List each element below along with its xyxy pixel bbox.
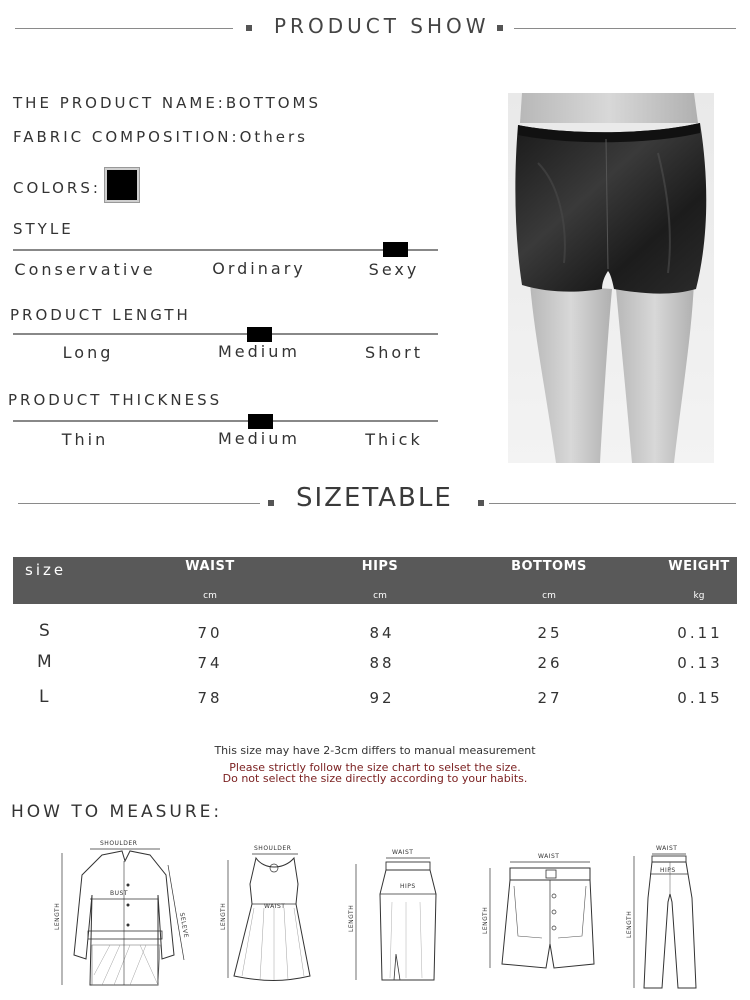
product-name-label: THE PRODUCT NAME:: [13, 94, 226, 112]
size-column-header: size: [25, 561, 67, 579]
thickness-option-thick: Thick: [365, 430, 423, 449]
length-option-short: Short: [365, 343, 423, 362]
pants-length-label: LENGTH: [626, 910, 633, 938]
thickness-selected-marker: [248, 414, 273, 429]
table-cell-weight: 0.11: [677, 624, 723, 642]
fabric-label: FABRIC COMPOSITION:: [13, 128, 240, 146]
hips-column-header: HIPS: [361, 559, 399, 574]
length-option-medium: Medium: [218, 342, 300, 361]
table-row-size: M: [37, 652, 52, 672]
table-cell-bottoms: 25: [537, 624, 563, 642]
fabric-value: Others: [239, 128, 308, 146]
table-cell-weight: 0.13: [677, 654, 723, 672]
dress-waist-label: WAIST: [264, 903, 286, 910]
length-selected-marker: [247, 327, 272, 342]
header-square-left: [246, 25, 252, 31]
header-rule-left: [15, 28, 233, 29]
skirt-length-label: LENGTH: [348, 904, 355, 932]
table-cell-hips: 84: [369, 624, 395, 642]
size-warning-2: Do not select the size directly according to your habits.: [222, 772, 528, 785]
how-to-measure-title: HOW TO MEASURE:: [11, 802, 223, 822]
skirt-waist-label: WAIST: [392, 849, 414, 856]
weight-column-unit: kg: [693, 591, 705, 601]
sizetable-rule-right: [489, 503, 736, 504]
bottoms-column-unit: cm: [542, 591, 556, 601]
waist-column-unit: cm: [203, 591, 217, 601]
thickness-option-medium: Medium: [218, 429, 300, 448]
hips-column-unit: cm: [373, 591, 387, 601]
style-option-sexy: Sexy: [368, 260, 420, 279]
table-row-size: L: [39, 687, 49, 707]
product-name: [13, 94, 321, 112]
measurement-note: This size may have 2-3cm differs to manual measurement: [214, 744, 536, 757]
table-cell-waist: 70: [197, 624, 223, 642]
thickness-title: PRODUCT THICKNESS: [8, 391, 223, 409]
shorts-measure-figure: [476, 846, 596, 976]
length-title: PRODUCT LENGTH: [10, 306, 191, 324]
waist-column-header: WAIST: [185, 559, 235, 574]
bottoms-column-header: BOTTOMS: [511, 559, 587, 574]
table-cell-bottoms: 27: [537, 689, 563, 707]
color-swatch-black[interactable]: [105, 168, 139, 202]
shorts-length-label: LENGTH: [482, 906, 489, 934]
style-option-ordinary: Ordinary: [212, 259, 306, 278]
shorts-waist-label: WAIST: [538, 853, 560, 860]
table-cell-hips: 88: [369, 654, 395, 672]
sizetable-square-left: [268, 500, 274, 506]
fabric-composition: [13, 128, 308, 146]
table-cell-bottoms: 26: [537, 654, 563, 672]
table-cell-weight: 0.15: [677, 689, 723, 707]
length-option-long: Long: [62, 343, 114, 362]
sizetable-title: SIZETABLE: [296, 483, 453, 513]
product-photo: [508, 93, 714, 463]
style-selected-marker: [383, 242, 408, 257]
pants-hips-label: HIPS: [660, 867, 676, 874]
sizetable-square-right: [478, 500, 484, 506]
dress-shoulder-label: SHOULDER: [254, 845, 292, 852]
weight-column-header: WEIGHT: [668, 559, 730, 574]
pants-measure-figure: [622, 838, 722, 993]
header-square-right: [497, 25, 503, 31]
dress-length-label: LENGTH: [220, 902, 227, 930]
dress-measure-figure: [214, 840, 314, 985]
table-cell-waist: 74: [197, 654, 223, 672]
thickness-scale-line: [13, 420, 438, 422]
thickness-option-thin: Thin: [61, 430, 109, 449]
table-cell-hips: 92: [369, 689, 395, 707]
coat-measure-figure: [50, 835, 200, 995]
coat-sleeve-label: SELEVE: [178, 912, 190, 939]
skirt-measure-figure: [342, 842, 452, 987]
coat-shoulder-label: SHOULDER: [100, 840, 138, 847]
sizetable-rule-left: [18, 503, 260, 504]
size-warning-1: Please strictly follow the size chart to selset the size.: [229, 761, 521, 774]
coat-bust-label: BUST: [110, 890, 128, 897]
page-title: PRODUCT SHOW: [274, 14, 490, 38]
skirt-hips-label: HIPS: [400, 883, 416, 890]
pants-waist-label: WAIST: [656, 845, 678, 852]
coat-length-label: LENGTH: [54, 902, 61, 930]
product-name-value: BOTTOMS: [225, 94, 322, 112]
table-row-size: S: [39, 621, 50, 641]
colors-label: COLORS:: [13, 179, 101, 197]
length-scale-line: [13, 333, 438, 335]
table-cell-waist: 78: [197, 689, 223, 707]
style-scale-line: [13, 249, 438, 251]
style-option-conservative: Conservative: [14, 260, 156, 279]
header-rule-right: [514, 28, 736, 29]
style-title: STYLE: [13, 220, 74, 238]
